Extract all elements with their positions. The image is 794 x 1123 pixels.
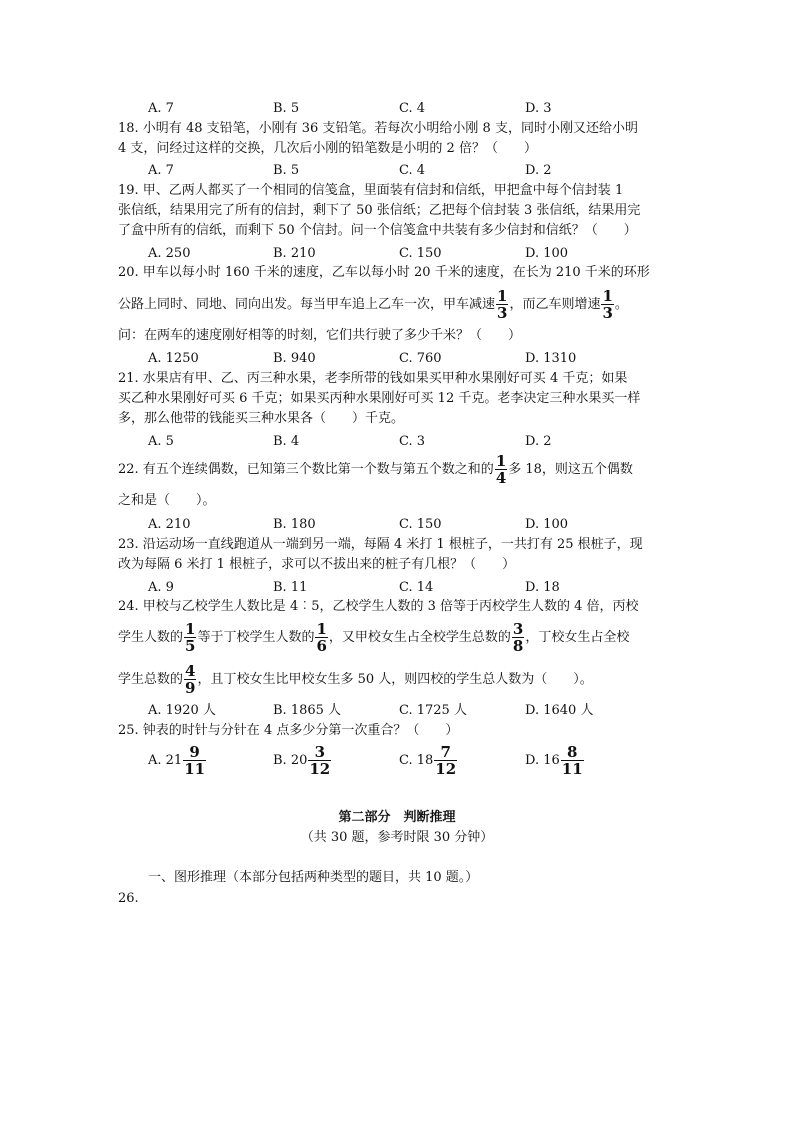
q21-line-2: 买乙种水果刚好可买 6 千克；如果买丙种水果刚好可买 12 千克。老李决定三种水果买一样 bbox=[118, 391, 641, 406]
q23-line-1: 23. 沿运动场一直线跑道从一端到另一端，每隔 4 米打 1 根桩子，一共打有 25 根桩子，现 bbox=[118, 537, 643, 552]
q20-line-1: 20. 甲车以每小时 160 千米的速度，乙车以每小时 20 千米的速度，在长为 210 千米的环形 bbox=[118, 265, 650, 280]
q23-option-c: C. 14 bbox=[399, 580, 434, 595]
q24-option-d: D. 1640 人 bbox=[525, 703, 594, 718]
q18-option-a: A. 7 bbox=[148, 163, 174, 178]
q20-option-b: B. 940 bbox=[273, 351, 316, 366]
q24-line-2-text-a: 学生人数的 bbox=[118, 630, 184, 645]
q21-option-d: D. 2 bbox=[525, 434, 552, 449]
q24-fraction-1-denominator: 5 bbox=[185, 637, 196, 655]
q20-line-3: 问：在两车的速度刚好相等的时刻，它们共行驶了多少千米？（ ） bbox=[118, 328, 522, 343]
q24-fraction-3-numerator: 3 bbox=[512, 620, 524, 638]
q25-option-d-numerator: 8 bbox=[567, 743, 578, 761]
q22-line-1-text-b: 多 18，则这五个偶数 bbox=[508, 462, 633, 477]
q18-option-d: D. 2 bbox=[525, 163, 552, 178]
q23-option-b: B. 11 bbox=[273, 580, 308, 595]
q19-option-d: D. 100 bbox=[525, 246, 569, 261]
q24-line-1: 24. 甲校与乙校学生人数比是 4︰5，乙校学生人数的 3 倍等于丙校学生人数的 4 倍，丙校 bbox=[118, 599, 639, 614]
q22-line-1-text-a: 22. 有五个连续偶数，已知第三个数比第一个数与第五个数之和的 bbox=[118, 462, 494, 477]
q20-option-d: D. 1310 bbox=[525, 351, 577, 366]
q25-option-c-numerator: 7 bbox=[440, 743, 451, 761]
q25-option-a bbox=[148, 744, 207, 777]
q24-fraction-2-denominator: 6 bbox=[316, 637, 327, 655]
q19-line-1: 19. 甲、乙两人都买了一个相同的信笺盒，里面装有信封和信纸，甲把盒中每个信封装 1 bbox=[118, 183, 624, 198]
q25-option-b-numerator: 3 bbox=[314, 743, 326, 761]
q24-fraction-2 bbox=[315, 621, 327, 654]
q25-line-1: 25. 钟表的时针与分针在 4 点多少分第一次重合？（ ） bbox=[118, 723, 459, 738]
q25-option-b-whole: B. 20 bbox=[273, 752, 308, 768]
q24-option-c: C. 1725 人 bbox=[399, 703, 467, 718]
q19-option-c: C. 150 bbox=[399, 246, 442, 261]
q20-line-2 bbox=[118, 287, 628, 323]
q21-option-c: C. 3 bbox=[399, 434, 426, 449]
q22-fraction bbox=[495, 453, 507, 486]
q20-line-2-text-c: 。 bbox=[614, 297, 628, 312]
q24-fraction-1 bbox=[184, 621, 196, 654]
q19-line-3: 了盒中所有的信纸，而剩下 50 个信封。问一个信笺盒中共装有多少信封和信纸？（ ） bbox=[118, 223, 637, 238]
q25-option-a-denominator: 11 bbox=[184, 760, 206, 778]
q17-option-c: C. 4 bbox=[399, 101, 426, 116]
q18-line-1: 18. 小明有 48 支铅笔，小刚有 36 支铅笔。若每次小明给小刚 8 支，同时小刚又还给小明 bbox=[118, 121, 638, 136]
q21-line-3: 多，那么他带的钱能买三种水果各（ ）千克。 bbox=[118, 411, 405, 426]
q20-line-2-text-b: ，而乙车则增速 bbox=[509, 297, 601, 312]
q17-option-d: D. 3 bbox=[525, 101, 552, 116]
q24-fraction-3 bbox=[512, 621, 524, 654]
q20-fraction-1 bbox=[496, 288, 508, 321]
q23-option-a: A. 9 bbox=[148, 580, 174, 595]
q20-fraction-1-denominator: 3 bbox=[497, 304, 508, 322]
q25-option-c-whole: C. 18 bbox=[399, 752, 434, 768]
q25-option-c-denominator: 12 bbox=[435, 760, 457, 778]
part2-title: 第二部分 判断推理 bbox=[338, 810, 456, 825]
q23-option-d: D. 18 bbox=[525, 580, 560, 595]
q17-option-b: B. 5 bbox=[273, 101, 300, 116]
q20-line-2-text-a: 公路上同时、同地、同向出发。每当甲车追上乙车一次，甲车减速 bbox=[118, 297, 496, 312]
part2-subtitle: （共 30 题，参考时限 30 分钟） bbox=[300, 830, 494, 845]
q25-option-b bbox=[273, 744, 332, 777]
q25-option-a-fraction bbox=[183, 744, 206, 777]
q24-option-b: B. 1865 人 bbox=[273, 703, 342, 718]
q21-option-b: B. 4 bbox=[273, 434, 300, 449]
q25-option-d bbox=[525, 744, 585, 777]
q22-line-2: 之和是（ ）。 bbox=[118, 493, 216, 508]
q19-line-2: 张信纸，结果用完了所有的信封，剩下了 50 张信纸；乙把每个信封装 3 张信纸，结果用完 bbox=[118, 203, 641, 218]
q25-option-c bbox=[399, 744, 458, 777]
q25-option-a-whole: A. 21 bbox=[148, 752, 183, 768]
q24-fraction-3-denominator: 8 bbox=[512, 637, 524, 655]
q25-option-d-fraction bbox=[561, 744, 584, 777]
q19-option-a: A. 250 bbox=[148, 246, 191, 261]
q24-line-2 bbox=[118, 618, 629, 658]
q20-fraction-1-numerator: 1 bbox=[497, 287, 508, 305]
q18-option-c: C. 4 bbox=[399, 163, 426, 178]
q26-number: 26. bbox=[118, 891, 139, 906]
q18-line-2: 4 支，问经过这样的交换，几次后小刚的铅笔数是小明的 2 倍？（ ） bbox=[118, 141, 537, 156]
q22-option-b: B. 180 bbox=[273, 517, 316, 532]
q20-fraction-2 bbox=[601, 288, 613, 321]
q24-line-3 bbox=[118, 660, 593, 700]
q24-line-2-text-c: ，又甲校女生占全校学生总数的 bbox=[328, 630, 511, 645]
q24-fraction-4-denominator: 9 bbox=[185, 679, 196, 697]
q25-option-d-denominator: 11 bbox=[561, 760, 583, 778]
q20-option-a: A. 1250 bbox=[148, 351, 199, 366]
q20-fraction-2-denominator: 3 bbox=[602, 304, 613, 322]
q24-option-a: A. 1920 人 bbox=[148, 703, 216, 718]
q23-line-2: 改为每隔 6 米打 1 根桩子，求可以不拔出来的桩子有几根？（ ） bbox=[118, 557, 516, 572]
q24-line-3-text-b: ，且丁校女生比甲校女生多 50 人，则四校的学生总人数为（ ）。 bbox=[197, 672, 593, 687]
q24-line-2-text-b: 等于丁校学生人数的 bbox=[197, 630, 315, 645]
q24-line-3-text-a: 学生总数的 bbox=[118, 672, 184, 687]
q18-option-b: B. 5 bbox=[273, 163, 300, 178]
q20-fraction-2-numerator: 1 bbox=[602, 287, 613, 305]
section-heading: 一、图形推理（本部分包括两种类型的题目，共 10 题。） bbox=[148, 870, 479, 885]
q22-fraction-numerator: 1 bbox=[495, 452, 507, 470]
q25-option-a-numerator: 9 bbox=[189, 743, 200, 761]
q17-option-a: A. 7 bbox=[148, 101, 174, 116]
q22-option-a: A. 210 bbox=[148, 517, 191, 532]
q25-option-c-fraction bbox=[434, 744, 457, 777]
q22-option-d: D. 100 bbox=[525, 517, 569, 532]
q25-option-d-whole: D. 16 bbox=[525, 752, 560, 768]
q19-option-b: B. 210 bbox=[273, 246, 316, 261]
q25-option-b-fraction bbox=[308, 744, 331, 777]
q22-fraction-denominator: 4 bbox=[495, 469, 507, 487]
q20-option-c: C. 760 bbox=[399, 351, 442, 366]
q21-line-1: 21. 水果店有甲、乙、丙三种水果，老李所带的钱如果买甲种水果刚好可买 4 千克；如果 bbox=[118, 371, 628, 386]
q21-option-a: A. 5 bbox=[148, 434, 174, 449]
q24-fraction-4-numerator: 4 bbox=[185, 662, 196, 680]
q24-line-2-text-d: ，丁校女生占全校 bbox=[525, 630, 630, 645]
q24-fraction-1-numerator: 1 bbox=[185, 620, 196, 638]
q24-fraction-2-numerator: 1 bbox=[316, 620, 327, 638]
q22-option-c: C. 150 bbox=[399, 517, 442, 532]
q24-fraction-4 bbox=[184, 663, 196, 696]
q22-line-1 bbox=[118, 452, 633, 488]
q25-option-b-denominator: 12 bbox=[309, 760, 331, 778]
